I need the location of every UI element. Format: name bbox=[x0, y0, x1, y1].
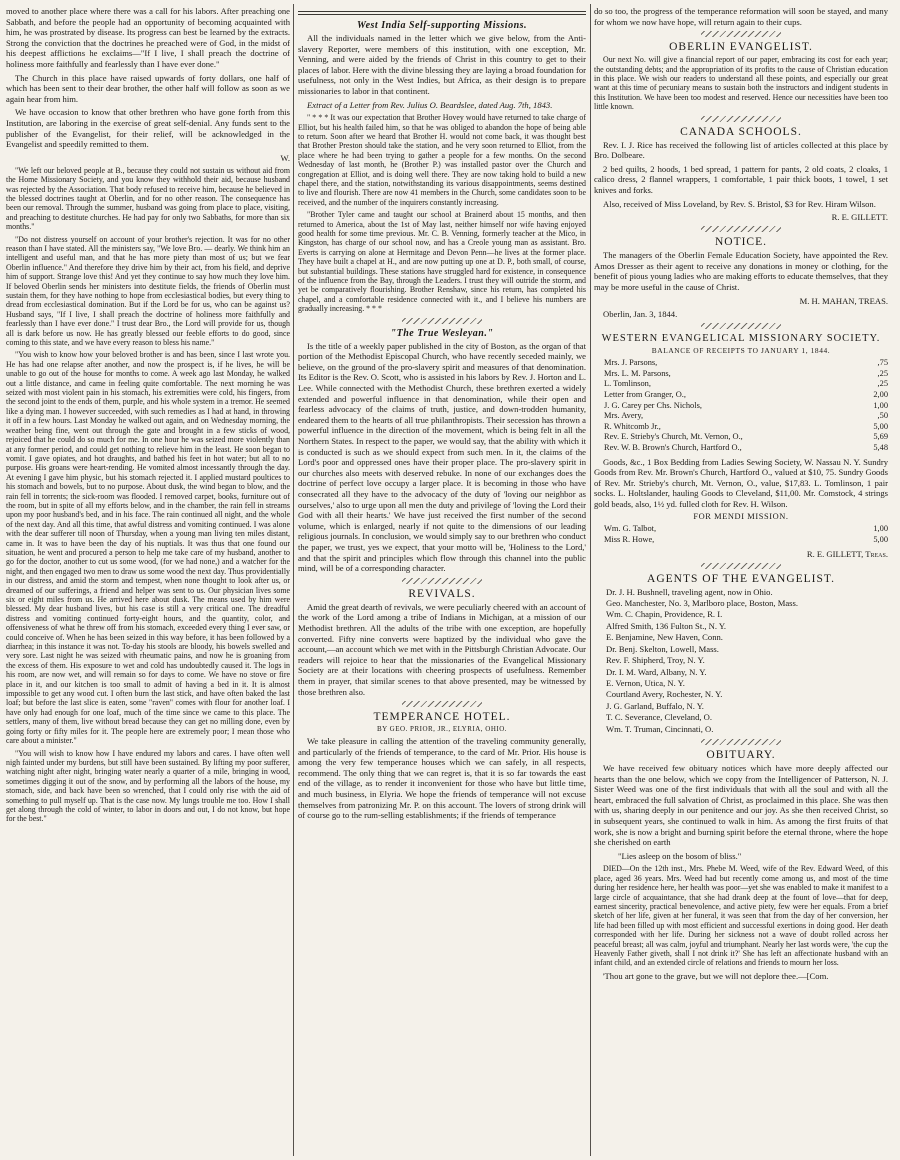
receipt-row: Rev. E. Strieby's Church, Mt. Vernon, O., 5,69 bbox=[604, 432, 888, 442]
section-divider bbox=[701, 226, 781, 232]
agent-item: Dr. I. M. Ward, Albany, N. Y. bbox=[606, 666, 707, 677]
byline: BY GEO. PRIOR, JR., ELYRIA, OHIO. bbox=[376, 725, 508, 734]
agent-item: E. Vernon, Utica, N. Y. bbox=[606, 677, 685, 688]
agent-item: E. Benjamine, New Haven, Conn. bbox=[606, 632, 723, 643]
column-right bbox=[594, 6, 888, 1154]
letter-extract-title: Extract of a Letter from Rev. Julius O. Beardslee, dated Aug. 7th, 1843. bbox=[307, 99, 553, 110]
heading-notice: NOTICE. bbox=[714, 236, 768, 249]
receipt-row: R. Whitcomb Jr., 5,00 bbox=[604, 421, 888, 431]
agent-item: Wm. T. Truman, Cincinnati, O. bbox=[606, 723, 714, 734]
letter-paragraph: "Do not distress yourself on account of your brother's rejection. It was for no other reason than I have stated. All the ministers say, "We love Bro. — dearly. We think him an intelligent and useful man, and that he has more piety than most of us; but we fear Oberlin influence." And therefore they drive him by their act, from his field, and deprive him of support. Strange love this! And yet they continue to say how much they love him. If beloved Oberlin sends her ministers into destitute fields, the friends of Oberlin must sustain them, for they have nothing to hope from ecclesiastical bodies, but every thing to dread from ecclesiastical domination. But if the Lord be for us, who can be against us? Husband says, "If I live, I shall preach the doctrine of holiness more faithfully and fearlessly than I have ever done." I trust dear Bro., the Lord will provide for us, though all is dark before us now. He has greatly blessed our feeble efforts to do good, since coming to this state, and we have every reason to bless his name." bbox=[6, 234, 290, 348]
section-divider bbox=[701, 563, 781, 569]
article-paragraph: We take pleasure in calling the attention of the traveling community generally, and particularly of the friends of temperance, to the card of Mr. Prior. His house is among the very few temperance houses which we can safely, in all respects, recommend. The only thing that we can regret is, that it is so far towards the east end of the village, as to render it inconvenient for those who have but little time, and much business, in Elyria. We hope the friends of temperance will not excuse themselves from patronizing Mr. P. on this account. The lovers of strong drink will of course go to the rum-selling establishments; if the friends of temperance bbox=[298, 736, 586, 821]
heading-oberlin-evangelist: OBERLIN EVANGELIST. bbox=[669, 41, 813, 54]
column-middle bbox=[298, 6, 586, 1154]
article-paragraph: Also, received of Miss Loveland, by Rev. S. Bristol, $3 for Rev. Hiram Wilson. bbox=[603, 198, 876, 209]
receipt-row: Letter from Granger, O., 2,00 bbox=[604, 389, 888, 399]
letter-paragraph: "You will wish to know how I have endured my labors and cares. I have often well nigh fainted under my burdens, but still have been sustained. By lifting my poor sufferer, watching night after night, bringing water nearly a quarter of a mile, bringing in wood, sometimes digging it out of the snow, and by performing all the labors of the house, my stomach, side, and back have been so wrenched, that I could only rise with the aid of something to pull myself up. That is the case now. My lungs trouble me too. How I shall get along through the cold of winter, to labor in doors and out, I do not know, but hope for the best." bbox=[6, 748, 290, 824]
heading-revivals: REVIVALS. bbox=[408, 587, 476, 600]
article-paragraph: 'Thou art gone to the grave, but we will not deplore thee.—[Com. bbox=[603, 970, 829, 981]
article-paragraph: The managers of the Oberlin Female Education Society, have appointed the Rev. Amos Dresser as their agent to receive any donations in money or clothing, for the benefit of pious young ladies who are making efforts to educate themselves, that they may be more useful in the cause of Christ. bbox=[594, 250, 888, 292]
heading-agents: AGENTS OF THE EVANGELIST. bbox=[647, 572, 835, 585]
agent-item: Rev. F. Shipherd, Troy, N. Y. bbox=[606, 655, 705, 666]
heading-west-india-missions: West India Self-supporting Missions. bbox=[356, 20, 528, 31]
section-divider bbox=[402, 578, 482, 584]
section-rule bbox=[298, 11, 586, 15]
signature: R. E. GILLETT, Treas. bbox=[806, 548, 888, 559]
receipt-row: Rev. W. B. Brown's Church, Hartford O., 5,48 bbox=[604, 442, 888, 452]
agents-list bbox=[594, 587, 888, 735]
article-paragraph: We have occasion to know that other brethren who have gone forth from this Institution, are laboring in the exercise of great self-denial. Any funds sent to the publisher of the Evangelist, for their relief, will be acknowledged in the Evangelist and speedily remitted to them. bbox=[6, 107, 290, 150]
article-paragraph: Amid the great dearth of revivals, we were peculiarly cheered with an account of the work of the Lord among a tribe of Indians in Michigan, at a mission of our Methodist brethren. All the adults of the tribe with one exception, are hopefully converted. Fifty nine converts were baptized by the individual who gave the account,—an account which we met with in the Pittsburgh Christian Advocate. Our readers will rejoice to hear that the missionaries of the Evangelical Missionary Society are at their locations with cheering prospects of usefulness. Remember them in prayer, that similar scenes to that above presented, may be witnessed by those brethren also. bbox=[298, 601, 586, 697]
section-divider bbox=[402, 318, 482, 324]
mendi-mission-subheading: FOR MENDI MISSION. bbox=[693, 512, 789, 522]
column-rule-1 bbox=[293, 4, 294, 1156]
receipt-row: Wm. G. Talbot, 1,00 bbox=[604, 524, 888, 534]
heading-western-evangelical-society: WESTERN EVANGELICAL MISSIONARY SOCIETY. bbox=[601, 333, 881, 345]
receipt-row: J. G. Carey per Chs. Nichols, 1,00 bbox=[604, 400, 888, 410]
article-paragraph: We have received few obituary notices which have more deeply affected our hearts than the one below, which we copy from the Intelligencer of Patterson, N. J. Sister Weed was one of the first individuals that with all the soul and with all the heart, embraced the full salvation of Christ, as proclaimed in this place. She was then with us, sharing deeply in our penitence and our joy. As she then received Christ, so in subsequent years, she continued to walk in him. As among the first fruits of that work, she is now a bright and burning spirit before the eternal throne, where the hope she cherished on earth bbox=[594, 762, 888, 848]
receipts-subheading: BALANCE OF RECEIPTS TO JANUARY 1, 1844. bbox=[651, 346, 831, 356]
article-paragraph: DIED—On the 12th inst., Mrs. Phebe M. Weed, wife of the Rev. Edward Weed, of this place, aged 36 years. Mrs. Weed had but recently come among us, and most of the time during her residence here, her health was poor—yet she was enabled to make it manifest to a large circle of acquaintance, that she had drank deep at the fount of love—that for deep, earnest sincerity, practical benevolence, and active piety, few were her equals. From a brief sketch of her life, given at her funeral, it was seen that from the day of her conversion, her life had been filled up with most efficient and successful exertions in doing good. Her death corresponded with her life. During her sickness not a wave of doubt rolled across her peaceful breast; all was calm, joyful and triumphant. Nearly her last words were, 'the cup the Heavenly Father giveth, shall I not drink it?' She has left an affectionate husband with an infant child, and an extended circle of relations and friends to mourn her loss. bbox=[594, 864, 888, 968]
receipt-row: Miss R. Howe, 5,00 bbox=[604, 535, 888, 545]
signature: M. H. MAHAN, TREAS. bbox=[799, 295, 888, 306]
mendi-receipts-list bbox=[594, 524, 888, 545]
article-paragraph: 2 bed quilts, 2 hoods, 1 bed spread, 1 pattern for pants, 2 old coats, 2 cloaks, 1 calico dress, 2 flannel wrappers, 1 comfortable, 1 pair thick boots, 1 towel, 1 set knives and forks. bbox=[594, 163, 888, 195]
article-paragraph: Rev. I. J. Rice has received the following list of articles collected at this place by Bro. Dolbeare. bbox=[594, 139, 888, 161]
heading-temperance-hotel: TEMPERANCE HOTEL. bbox=[373, 711, 511, 724]
agent-item: Geo. Manchester, No. 3, Marlboro place, Boston, Mass. bbox=[606, 598, 799, 609]
receipts-list bbox=[594, 358, 888, 453]
receipt-row: Mrs. L. M. Parsons, ,25 bbox=[604, 368, 888, 378]
section-divider bbox=[701, 739, 781, 745]
agent-item: J. G. Garland, Buffalo, N. Y. bbox=[606, 700, 704, 711]
receipt-row: Mrs. Avery, ,50 bbox=[604, 411, 888, 421]
agent-item: Alfred Smith, 136 Fulton St., N. Y. bbox=[606, 620, 727, 631]
agent-item: Dr. J. H. Bushnell, traveling agent, now in Ohio. bbox=[606, 586, 773, 597]
article-continuation: moved to another place where there was a call for his labors. After preaching one Sabbath, and before the people had an opportunity of becoming acquainted with him, he was prostrated by disease. Its progress can best be learned by the extracts. Strong the conviction that the doctrines he preached were of God, in the midst of his deepest afflictions he exclaims—"If I live, I shall preach the doctrine of holiness more faithfully and fearlessly than I have ever done." bbox=[6, 6, 290, 69]
section-divider bbox=[701, 323, 781, 329]
dateline: Oberlin, Jan. 3, 1844. bbox=[603, 308, 678, 319]
heading-true-wesleyan: "The True Wesleyan." bbox=[390, 327, 494, 339]
signature: R. E. GILLETT. bbox=[831, 212, 888, 223]
section-divider bbox=[701, 31, 781, 37]
letter-paragraph: " * * * It was our expectation that Brother Hovey would have returned to take charge of Elliot, but his health failed him, so that he was obliged to abandon the hope of being able to return. Soon after we heard that Brother H. would not come back, it was thought best that Brother Preston should take the station, and he very soon returned to Elliot, from the place where he had been trying to gather a people for a few months. On the second Wednesday of last month, he (Brother P.) was installed pastor over the Church and congregation at Elliot, and is doing well there. They are now taking hold to build a new chapel there, and the station, notwithstanding its various disappointments, seems destined to live and flourish. There are now 41 members in the Church, some candidates soon to be received, and the number of the inquirers constantly increasing. bbox=[298, 113, 586, 207]
letter-paragraph: "Brother Tyler came and taught our school at Brainerd about 15 months, and then returned to America, about the 1st of May last, neither himself nor wife having enjoyed good health for some time previous. Mr. C. B. Venning, formerly teacher at the Mico, in Kingston, has charge of our school now, and has a Creole young man as assistant. Bro. Everts is carrying on alone at Hermitage and Devon Penn—he lives at the former place. They have built a chapel at H., and are now putting up one at D. P., both small, of course, but substantial buildings. These stations have struggled hard for existence, in consequence of the influence from the Bay, through the Leaders. I trust they will outride the storm, and yet be comparatively flourishing. Brother Renshaw, since his return, has completed his chapel, and a comfortable residence connected with it., and I believe his numbers are gradually increasing. * * * bbox=[298, 210, 586, 314]
column-left bbox=[6, 6, 290, 1154]
section-divider bbox=[402, 701, 482, 707]
letter-paragraph: "You wish to know how your beloved brother is and has been, since I last wrote you. He has had one relapse after another, and now the prospect is, if he lives, he will be unable to go out of the house for months to come. A week ago last Monday, he walked out a little distance, and came in feeling quite comfortable. The next morning he was seized with most violent pain in his stomach, his extremities were cold, his fingers, from the second joint to the ends of them, purple, and his whole system in a tremor. He seemed like a dying man. I however succeeded, with such remedies as I had at hand, in throwing it off in a few hours. Last Monday he walked out again, and on Wednesday morning, the weather being fine, went out through the gate and brought in a few sticks of wood, rejoiced that he could do so much for me. In one hour he was seized more violently than at any former period, and could get nothing to relieve him in the least. He soon began to vomit. I gave opiates, and hot draughts, and bathed his feet in hot water; but all to no purpose. His groans were heart-rending. He vomited almost incessantly through the day. At evening I gave him physic, but his stomach rejected it. I applied mustard poultices to his stomach and bowels, but to no purpose. About dusk, the wind began to blow, and the rain fell in torrents; the sick-room was flooded. I removed carpet, books, furniture out of the room, but in spite of all my efforts below, and in the chamber, the rain fell in streams upon my poor husband's bed, and in his face. The rain continued all night, and the whole of the next day. And all this time, that awful distress and vomiting continued. I was alone with the dear sufferer till noon of Thursday, when a young man living ten miles distant, came in. It was to have been the day of his nuptials. It was thus that one found our situation, he went and procured a person to help me take care of my husband, another to go for the doctor, another to cut us some wood, (for we had none,) and a watcher for the night, and then engaged two men to draw us some wood the next day. Thus providentially in our distress, and amid the storm and tempest, when none thought to look after us, or dreamed of our sufferings, a friend and helper was sent to us. Our physician lives some six or eight miles from us. He arrived here about dusk. The means used by him were blessed. My dear husband lives, but his case is still a very critical one. The dreadful distress and vomiting continued forty-eight hours, and the quantity, color, and offensiveness of what he threw off from his stomach, exceeded every thing I ever saw, or could conceive of. When he has been seized in this way before, it has been followed by a diarrhea; in this instance it was not. To-day his stools are bloody, his bowels swelled and very sore. Last night he was seized with rheumatic pains, and now he is groaning from the excess of them. His exposure to wet and cold has undoubtedly caused it. The logs in his room, are now wet, and will remain so for days to come. We have no stove or fire place in it, and our kitchen is too small to admit of having a bed in it. It is almost impossible to get any wood cut. I often burn the last stick, and have often baked the last loaf; but before the last slice is eaten, some "raven" comes with flour for another loaf. I have only had enough for one loaf, much of the time since we came to this place. The settlers, many of them, live without bread because they can get no milling done, even by going forty or fifty miles for it. The people here are extremely poor; I mean those who care about a minister." bbox=[6, 350, 290, 746]
article-paragraph: The Church in this place have raised upwards of forty dollars, one half of which has been sent to their dear brother, the other half will follow as soon as we again hear from him. bbox=[6, 72, 290, 104]
agent-item: Courtland Avery, Rochester, N. Y. bbox=[606, 689, 723, 700]
agent-item: Wm. C. Chapin, Providence, R. I. bbox=[606, 609, 723, 620]
receipt-row: Mrs. J. Parsons, ,75 bbox=[604, 358, 888, 368]
section-divider bbox=[701, 116, 781, 122]
agent-item: T. C. Severance, Cleveland, O. bbox=[606, 712, 713, 723]
column-rule-2 bbox=[590, 4, 591, 1156]
letter-paragraph: "We left our beloved people at B., because they could not sustain us without aid from the Home Missionary Society, and you know they withhold their aid, because husband was rejected by the Association. That body refused to receive him, because he believed in the blessed doctrines taught at Oberlin, and for no other reason. The consequence has been our removal. Through the summer, husband was going from place to place, visiting, and preaching to destitute churches. He had pay for only two Sabbaths, for more than six months." bbox=[6, 165, 290, 232]
article-paragraph: Is the title of a weekly paper published in the city of Boston, as the organ of that portion of the Methodist Episcopal Church, who have recently seceded mainly, we believe, on the ground of the pro-slavery spirit and measures of that denomination. Its Editor is the Rev. O. Scott, who is assisted in his labors by Rev. J. Horton and L. Lee. While connected with the Methodist Church, these brethren exerted a widely extended and powerful influence in that denomination, while their open and fearless advocacy of the claims of truth, justice, and down-trodden humanity, endeared them to the hearts of all true philanthropists. Their secession has thrown a powerful influence in the direction of the movement, which is being felt in all the Northern States. In respect to the paper, we would say, that the ability with which it is conducted is such as we should expect from such men. In it, the claims of the Lord's poor and oppressed ones have their proper place. The pro-slavery spirit in our churches also meets with deserved rebuke. In none of our exchanges does the doctrine of perfect love occupy a larger place. It is becoming in those who have consecrated all they have to the advocacy of the duty of 'loving our neighbor as ourselves,' also to urge upon all men the duty and privilege of 'loving the Lord their God with all their hearts.' We have just received the first number of the second volume, which is enlarged, nearly if not quite to the dimensions of our leading religious journals. In conclusion, we would simply say to our brethren who conduct the paper, we trust, yes we expect, that your motto will be, 'Holiness to the Lord,' and that the spirit and principles which flow through this channel into the public mind, will be of a corresponding character. bbox=[298, 340, 586, 574]
article-paragraph: Our next No. will give a financial report of our paper, embracing its cost for each year; the outstanding debts; and the appropriation of its profits to the cause of Christian education in this place. We wish our readers to understand all these points, and especially our great want at this time of pecuniary means to sustain both the instructors and indigent students in this Institution. We have been too modest and reserved. Hence our necessities have been too little known. bbox=[594, 55, 888, 112]
heading-obituary: OBITUARY. bbox=[706, 748, 776, 761]
article-signature: W. bbox=[280, 152, 290, 163]
agent-item: Dr. Benj. Skelton, Lowell, Mass. bbox=[606, 643, 719, 654]
receipt-row: L. Tomlinson, ,25 bbox=[604, 379, 888, 389]
heading-canada-schools: CANADA SCHOOLS. bbox=[680, 125, 802, 138]
goods-received: Goods, &c., 1 Box Bedding from Ladies Sewing Society, W. Nassau N. Y. Sundry Goods from Rev. Mr. Brown's Church, Hartford O., valued at $10, 75. Sundry Goods of Rev. Mr. Strieby's church, Mt. Vernon, O., value, $17,83. L. Tomlinson, 1 pair socks. L. Holtslander, hauling Goods to Cleveland, $11,00. Mr. Comstock, 4 strings gold beads, also, 1½ yd. fulled cloth for Rev. H. Wilson. bbox=[594, 456, 888, 509]
article-continuation: do so too, the progress of the temperance reformation will soon be stayed, and many for whom we now have hope, will return again to their cups. bbox=[594, 6, 888, 27]
article-paragraph: All the individuals named in the letter which we give below, from the Anti-slavery Reporter, were members of this institution, with one exception, Mr. Venning, and were aided by the friends of Christ in this country to get to their places of labor. Here with the divine blessing they are laying a broad foundation for usefulness, not only in the West Indies, but Africa, as their design is to prepare missionaries to labor in that continent. bbox=[298, 33, 586, 96]
quoted-line: "Lies asleep on the bosom of bliss." bbox=[618, 850, 742, 861]
